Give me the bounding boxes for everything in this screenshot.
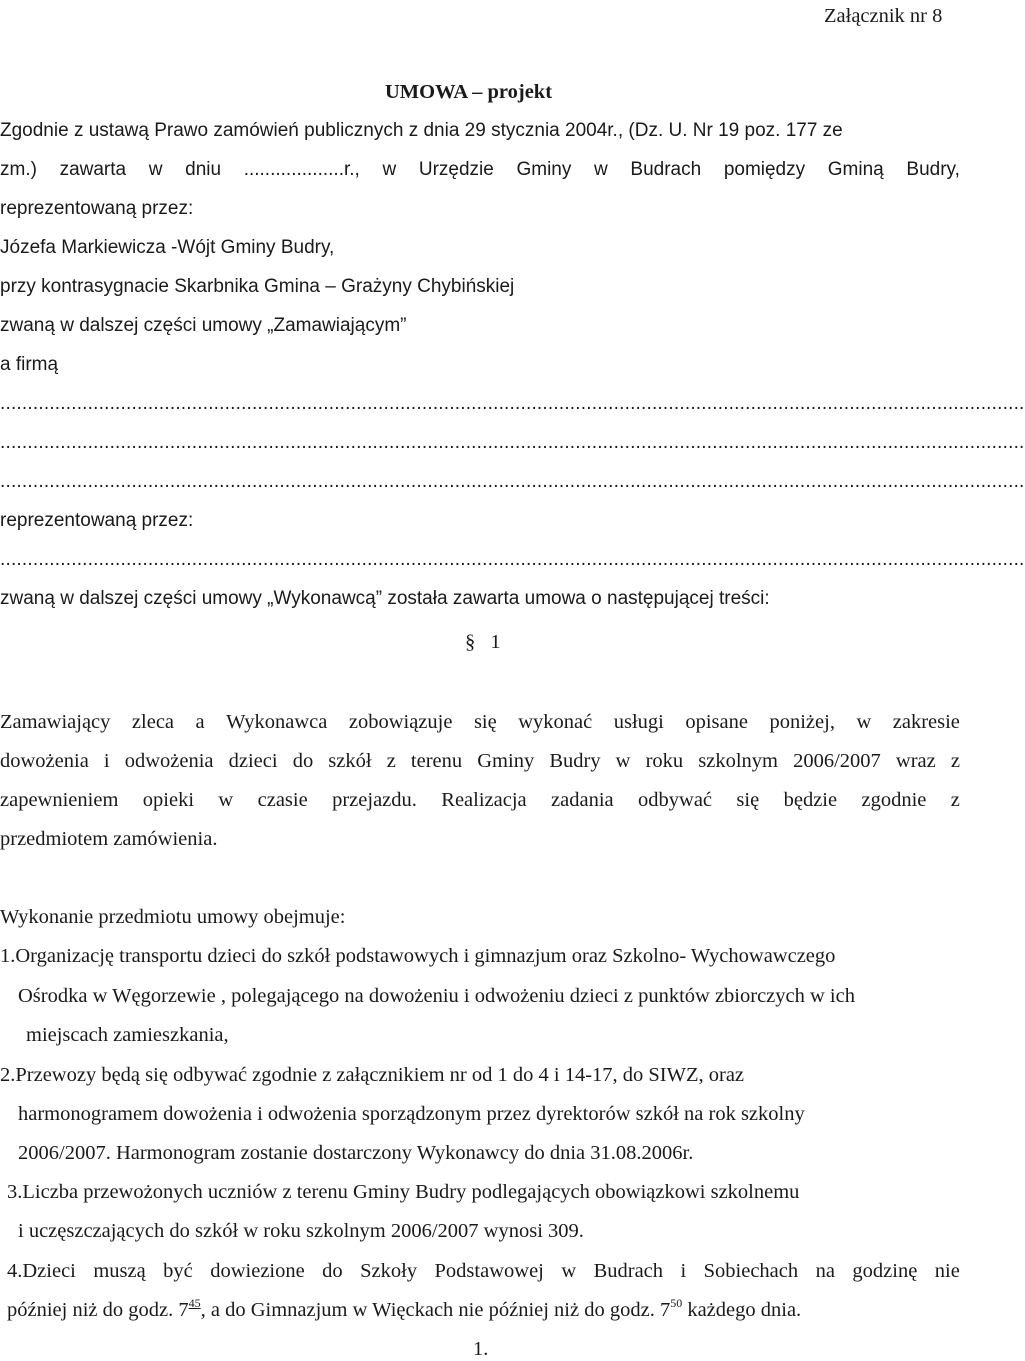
word: z	[950, 750, 960, 772]
mayor-line: Józefa Markiewicza -Wójt Gminy Budry,	[0, 237, 335, 258]
word: wraz	[895, 750, 936, 772]
word: się	[736, 789, 760, 811]
word: czasie	[257, 789, 308, 811]
word: w	[148, 159, 163, 180]
word: zleca	[131, 711, 175, 733]
word: szkół	[328, 750, 372, 772]
word: do	[292, 750, 314, 772]
item-1-line-2: Ośrodka w Węgorzewie , polegającego na dowożeniu i odwożeniu dzieci z punktów zbiorczych w ich	[18, 985, 855, 1007]
time-superscript-50: 50	[670, 1296, 683, 1310]
item-4-line-1	[7, 1261, 960, 1282]
word: terenu	[410, 750, 463, 772]
treasurer-line: przy kontrasygnacie Skarbnika Gmina – Grażyny Chybińskiej	[0, 276, 515, 297]
para1-line-3	[0, 790, 960, 811]
word: w	[594, 159, 608, 180]
word: Zamawiający	[0, 711, 111, 733]
word: Gminą	[827, 159, 884, 180]
word: godzinę	[852, 1260, 918, 1282]
time-superscript-45: 45	[188, 1296, 201, 1310]
ordering-party-line: zwaną w dalszej części umowy „Zamawiającym”	[0, 315, 407, 336]
word: Podstawowej	[434, 1260, 544, 1282]
word: roku	[645, 750, 684, 772]
item-1-line-1: 1.Organizację transportu dzieci do szkół podstawowych i gimnazjum oraz Szkolno- Wychowawczego	[0, 945, 836, 967]
page-number: 1.	[473, 1338, 489, 1360]
word: Wykonawca	[226, 711, 328, 733]
word: Budrach	[630, 159, 702, 180]
company-label: a firmą	[0, 354, 59, 375]
word: dowiezione	[210, 1260, 305, 1282]
word: Gminy	[516, 159, 572, 180]
word: poniżej,	[769, 711, 835, 733]
blank-line-2: ...........................................................................................................................................................................................	[0, 432, 1025, 453]
word: do	[322, 1260, 343, 1282]
word: szkolnym	[698, 750, 778, 772]
item-3-line-1: 3.Liczba przewożonych uczniów z terenu Gminy Budry podlegających obowiązkowi szkolnemu	[7, 1181, 800, 1203]
word: zawarta	[59, 159, 127, 180]
scope-heading: Wykonanie przedmiotu umowy obejmuje:	[0, 906, 346, 928]
word: ...................r.,	[243, 159, 360, 180]
word: Realizacja	[441, 789, 527, 811]
word: zadania	[551, 789, 614, 811]
represented-by-label: reprezentowaną przez:	[0, 510, 194, 531]
blank-line-4: ...........................................................................................................................................................................................	[0, 549, 1025, 570]
word: przejazdu.	[332, 789, 417, 811]
word: opieki	[142, 789, 195, 811]
word: muszą	[93, 1260, 146, 1282]
word: w	[856, 711, 872, 733]
item-4-text-c: każdego dnia.	[682, 1299, 802, 1321]
word: się	[473, 711, 497, 733]
word: Budrach	[593, 1260, 664, 1282]
item-1-line-3: miejscach zamieszkania,	[26, 1024, 229, 1046]
blank-line-1: ...........................................................................................................................................................................................	[0, 393, 1025, 414]
word: i	[103, 750, 110, 772]
word: w	[218, 789, 234, 811]
para1-line-2	[0, 751, 960, 772]
word: będzie	[783, 789, 838, 811]
word: dniu	[185, 159, 222, 180]
item-3-line-2: i uczęszczających do szkół w roku szkolnym 2006/2007 wynosi 309.	[18, 1220, 584, 1242]
word: usługi	[613, 711, 664, 733]
item-2-line-3: 2006/2007. Harmonogram zostanie dostarczony Wykonawcy do dnia 31.08.2006r.	[18, 1142, 694, 1164]
word: na	[815, 1260, 835, 1282]
word: w	[382, 159, 397, 180]
word: dowożenia	[0, 750, 89, 772]
item-2-line-1: 2.Przewozy będą się odbywać zgodnie z załącznikiem nr od 1 do 4 i 14-17, do SIWZ, oraz	[0, 1064, 745, 1086]
intro-line-3: reprezentowaną przez:	[0, 198, 194, 219]
word: z	[950, 789, 960, 811]
word: zobowiązuje	[348, 711, 453, 733]
word: nie	[934, 1260, 960, 1282]
word: wykonać	[518, 711, 593, 733]
para1-line-4: przedmiotem zamówienia.	[0, 828, 218, 850]
word: zapewnieniem	[0, 789, 119, 811]
word: zakresie	[892, 711, 960, 733]
word: w	[615, 750, 631, 772]
word: Budry,	[906, 159, 960, 180]
item-4-text-b: , a do Gimnazjum w Więckach nie później niż do godz. 7	[200, 1299, 671, 1321]
word: Urzędzie	[418, 159, 494, 180]
contractor-line: zwaną w dalszej części umowy „Wykonawcą” została zawarta umowa o następującej treści:	[0, 588, 770, 609]
word: a	[195, 711, 205, 733]
word: pomiędzy	[723, 159, 806, 180]
word: być	[163, 1260, 193, 1282]
word: odbywać	[638, 789, 713, 811]
word: Szkoły	[360, 1260, 418, 1282]
intro-line-1: Zgodnie z ustawą Prawo zamówień publicznych z dnia 29 stycznia 2004r., (Dz. U. Nr 19 poz. 177 ze	[0, 120, 843, 141]
word: odwożenia	[124, 750, 214, 772]
word: z	[386, 750, 396, 772]
section-number: 1	[490, 631, 501, 653]
word: i	[680, 1260, 687, 1282]
word: dzieci	[228, 750, 278, 772]
word: Gminy	[477, 750, 535, 772]
word: Sobiechach	[703, 1260, 799, 1282]
section-heading	[465, 632, 501, 653]
word: 4.Dzieci	[7, 1260, 76, 1282]
intro-line-2	[0, 160, 960, 179]
word: 2006/2007	[793, 750, 881, 772]
section-sign: §	[465, 631, 476, 653]
para1-line-1	[0, 712, 960, 733]
item-4-line-2	[7, 1296, 802, 1321]
item-2-line-2: harmonogramem dowożenia i odwożenia sporządzonym przez dyrektorów szkół na rok szkolny	[18, 1103, 805, 1125]
word: zm.)	[0, 159, 37, 180]
word: opisane	[685, 711, 748, 733]
document-title: UMOWA – projekt	[385, 81, 553, 103]
word: zgodnie	[861, 789, 927, 811]
item-4-text-a: później niż do godz. 7	[7, 1299, 189, 1321]
blank-line-3: ...........................................................................................................................................................................................	[0, 471, 1025, 492]
word: w	[561, 1260, 577, 1282]
attachment-label: Załącznik nr 8	[824, 5, 943, 27]
word: Budry	[549, 750, 601, 772]
